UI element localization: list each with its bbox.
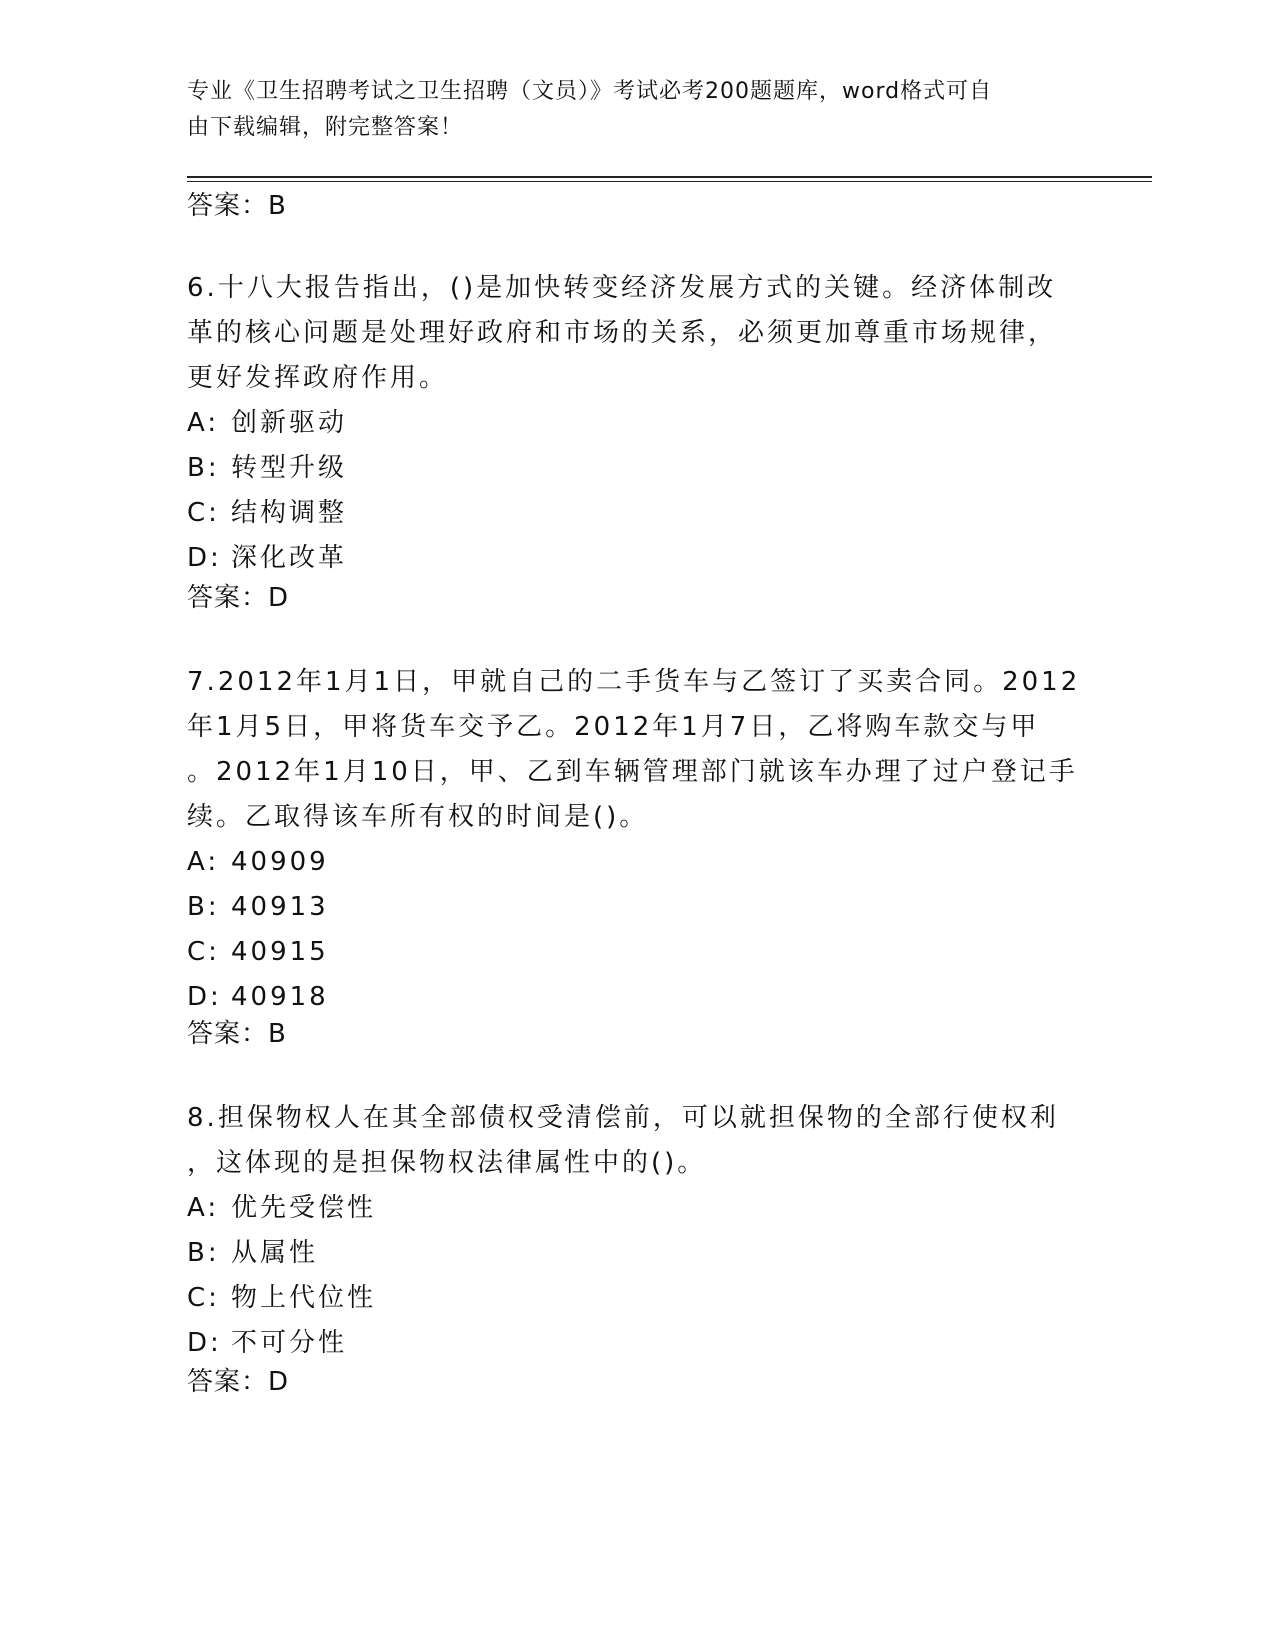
- previous-answer: 答案：B: [187, 191, 287, 221]
- question-7-line-2: 年1月5日，甲将货车交予乙。2012年1月7日，乙将购车款交与甲: [187, 712, 1040, 742]
- question-7-option-d: D: 40918: [187, 982, 329, 1012]
- question-6: [187, 266, 1087, 581]
- question-7-answer: 答案：B: [187, 1019, 287, 1049]
- question-6-option-d: D: 深化改革: [187, 543, 348, 573]
- question-7-line-4: 续。乙取得该车所有权的时间是()。: [187, 802, 649, 832]
- header-line-1: 专业《卫生招聘考试之卫生招聘（文员）》考试必考200题题库，word格式可自: [187, 79, 993, 104]
- question-7-line-1: 7.2012年1月1日，甲就自己的二手货车与乙签订了买卖合同。2012: [187, 667, 1081, 697]
- question-7-option-c: C: 40915: [187, 937, 329, 967]
- document-header: [187, 74, 1067, 146]
- question-7-option-a: A: 40909: [187, 847, 329, 877]
- question-6-option-b: B: 转型升级: [187, 453, 348, 483]
- question-8-option-a: A: 优先受偿性: [187, 1193, 377, 1223]
- question-8-answer: 答案：D: [187, 1367, 290, 1397]
- question-6-line-2: 革的核心问题是处理好政府和市场的关系，必须更加尊重市场规律，: [187, 318, 1058, 348]
- question-6-answer: 答案：D: [187, 583, 290, 613]
- question-8-option-c: C: 物上代位性: [187, 1283, 377, 1313]
- question-6-option-c: C: 结构调整: [187, 498, 348, 528]
- question-8-option-b: B: 从属性: [187, 1238, 319, 1268]
- question-6-line-3: 更好发挥政府作用。: [187, 363, 449, 393]
- header-divider-thick: [187, 176, 1152, 178]
- question-8-line-2: ，这体现的是担保物权法律属性中的()。: [187, 1148, 707, 1178]
- question-8-option-d: D: 不可分性: [187, 1328, 348, 1358]
- question-6-line-1: 6.十八大报告指出，()是加快转变经济发展方式的关键。经济体制改: [187, 273, 1057, 303]
- header-divider-thin: [187, 181, 1152, 182]
- question-8-line-1: 8.担保物权人在其全部债权受清偿前，可以就担保物的全部行使权利: [187, 1103, 1059, 1133]
- question-8: [187, 1096, 1087, 1366]
- question-7-line-3: 。2012年1月10日，甲、乙到车辆管理部门就该车办理了过户登记手: [187, 757, 1078, 787]
- question-6-option-a: A: 创新驱动: [187, 408, 348, 438]
- header-line-2: 由下载编辑，附完整答案！: [187, 115, 464, 140]
- question-7: [187, 660, 1087, 1020]
- question-7-option-b: B: 40913: [187, 892, 329, 922]
